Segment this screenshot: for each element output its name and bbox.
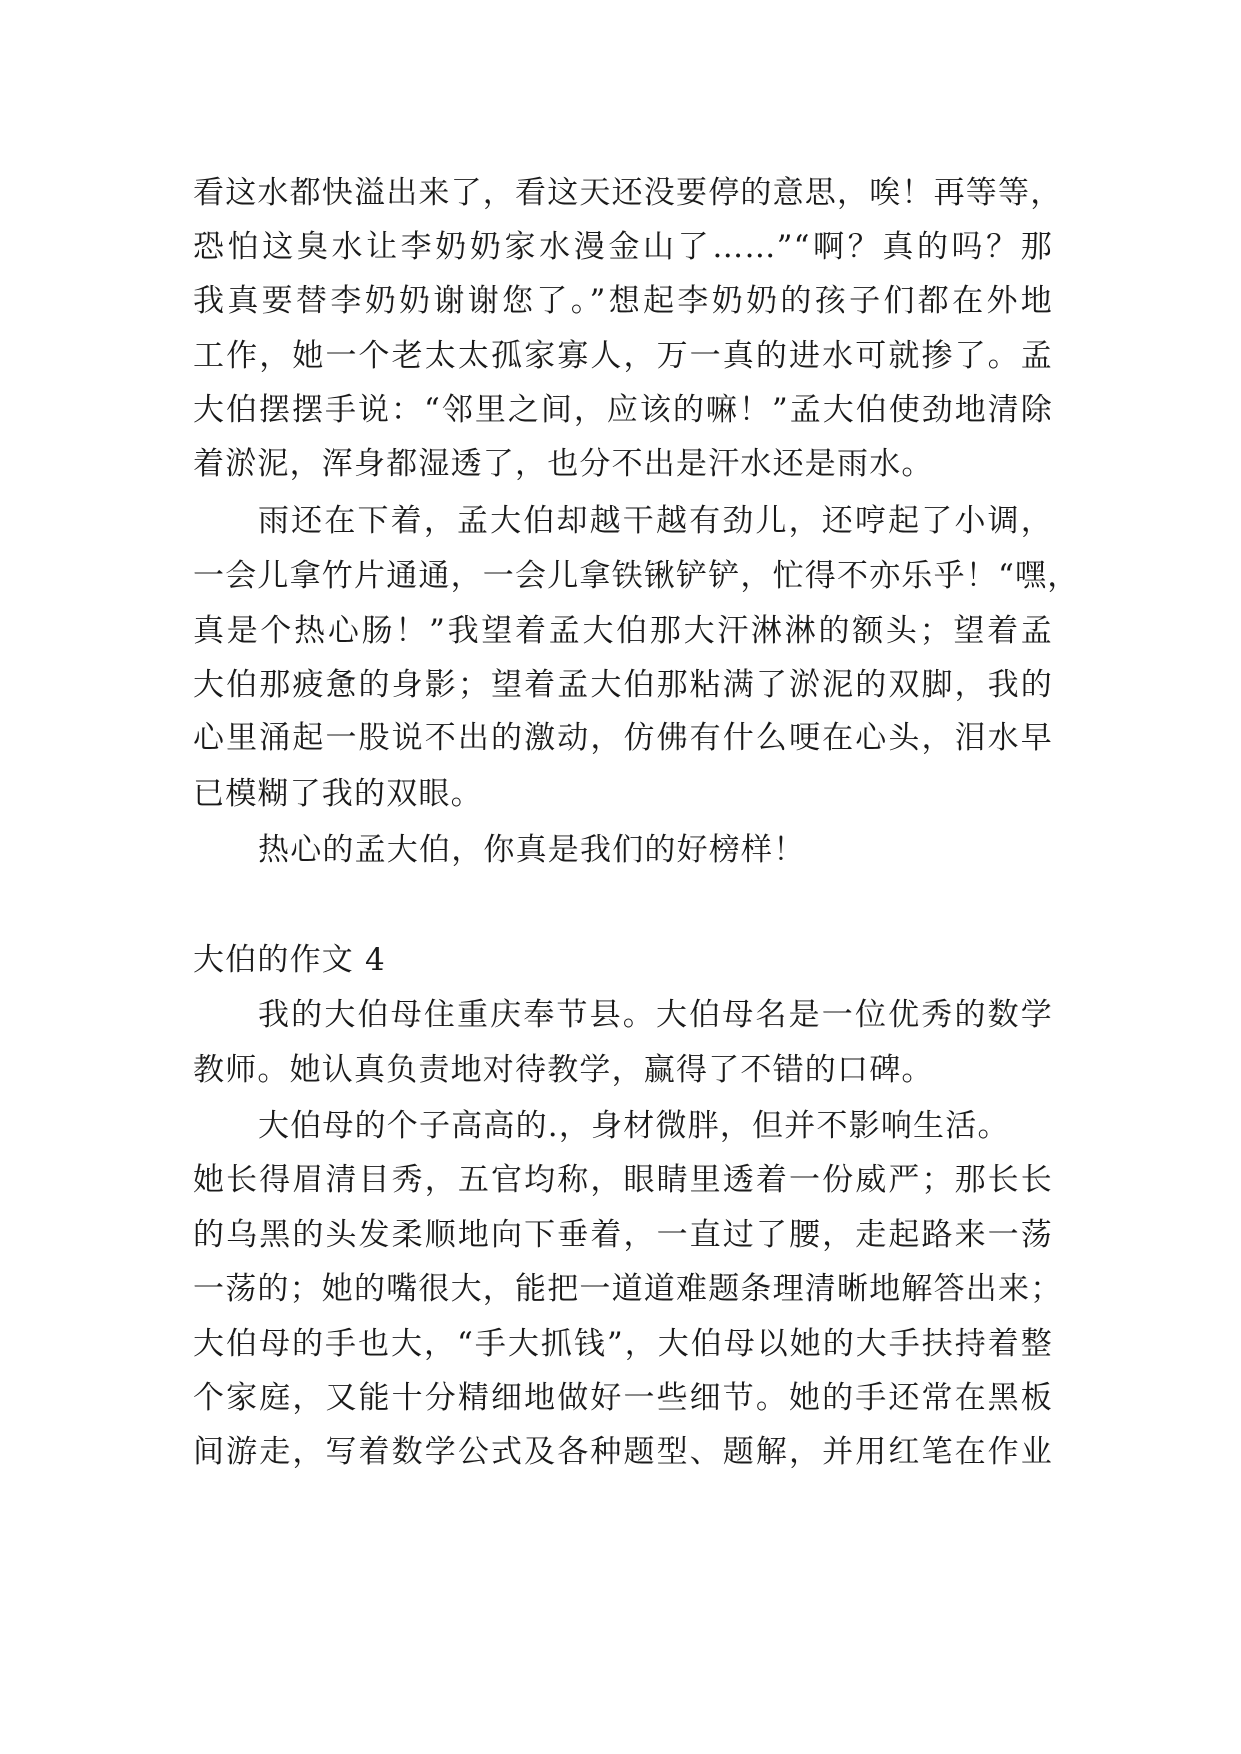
text-line: 我真要替李奶奶谢谢您了。”想起李奶奶的孩子们都在外地 [193,283,1053,319]
section-heading: 大伯的作文 4 [193,942,386,978]
text-line: 真是个热心肠！”我望着孟大伯那大汗淋淋的额头；望着孟 [193,613,1053,649]
text-line: 大伯母的手也大，“手大抓钱”，大伯母以她的大手扶持着整 [193,1326,1053,1362]
text-line: 一会儿拿竹片通通，一会儿拿铁锹铲铲，忙得不亦乐乎！“嘿， [193,558,1080,594]
text-line: 恐怕这臭水让李奶奶家水漫金山了……”“啊？真的吗？那 [193,229,1053,265]
text-line: 心里涌起一股说不出的激动，仿佛有什么哽在心头，泪水早 [193,720,1053,756]
text-line: 一荡的；她的嘴很大，能把一道道难题条理清晰地解答出来； [193,1271,1063,1307]
paragraph-first-line: 雨还在下着，孟大伯却越干越有劲儿，还哼起了小调， [258,503,1053,539]
text-line: 大伯那疲惫的身影；望着孟大伯那粘满了淤泥的双脚，我的 [193,667,1053,703]
text-line: 看这水都快溢出来了，看这天还没要停的意思，唉！再等等， [193,175,1063,211]
text-line: 的乌黑的头发柔顺地向下垂着，一直过了腰，走起路来一荡 [193,1217,1053,1253]
text-line: 她长得眉清目秀，五官均称，眼睛里透着一份威严；那长长 [193,1162,1053,1198]
text-line: 大伯摆摆手说：“邻里之间，应该的嘛！”孟大伯使劲地清除 [193,392,1053,428]
text-line: 工作，她一个老太太孤家寡人，万一真的进水可就掺了。孟 [193,338,1053,374]
text-line: 已模糊了我的双眼。 [193,776,483,812]
text-line: 着淤泥，浑身都湿透了，也分不出是汗水还是雨水。 [193,446,934,482]
paragraph-first-line: 热心的孟大伯，你真是我们的好榜样！ [258,832,806,868]
paragraph-first-line: 我的大伯母住重庆奉节县。大伯母名是一位优秀的数学 [258,997,1053,1033]
paragraph-first-line: 大伯母的个子高高的.，身材微胖，但并不影响生活。 [258,1108,1010,1144]
text-line: 个家庭，又能十分精细地做好一些细节。她的手还常在黑板 [193,1380,1053,1416]
text-line: 教师。她认真负责地对待教学，赢得了不错的口碑。 [193,1052,934,1088]
text-line: 间游走，写着数学公式及各种题型、题解，并用红笔在作业 [193,1434,1053,1470]
